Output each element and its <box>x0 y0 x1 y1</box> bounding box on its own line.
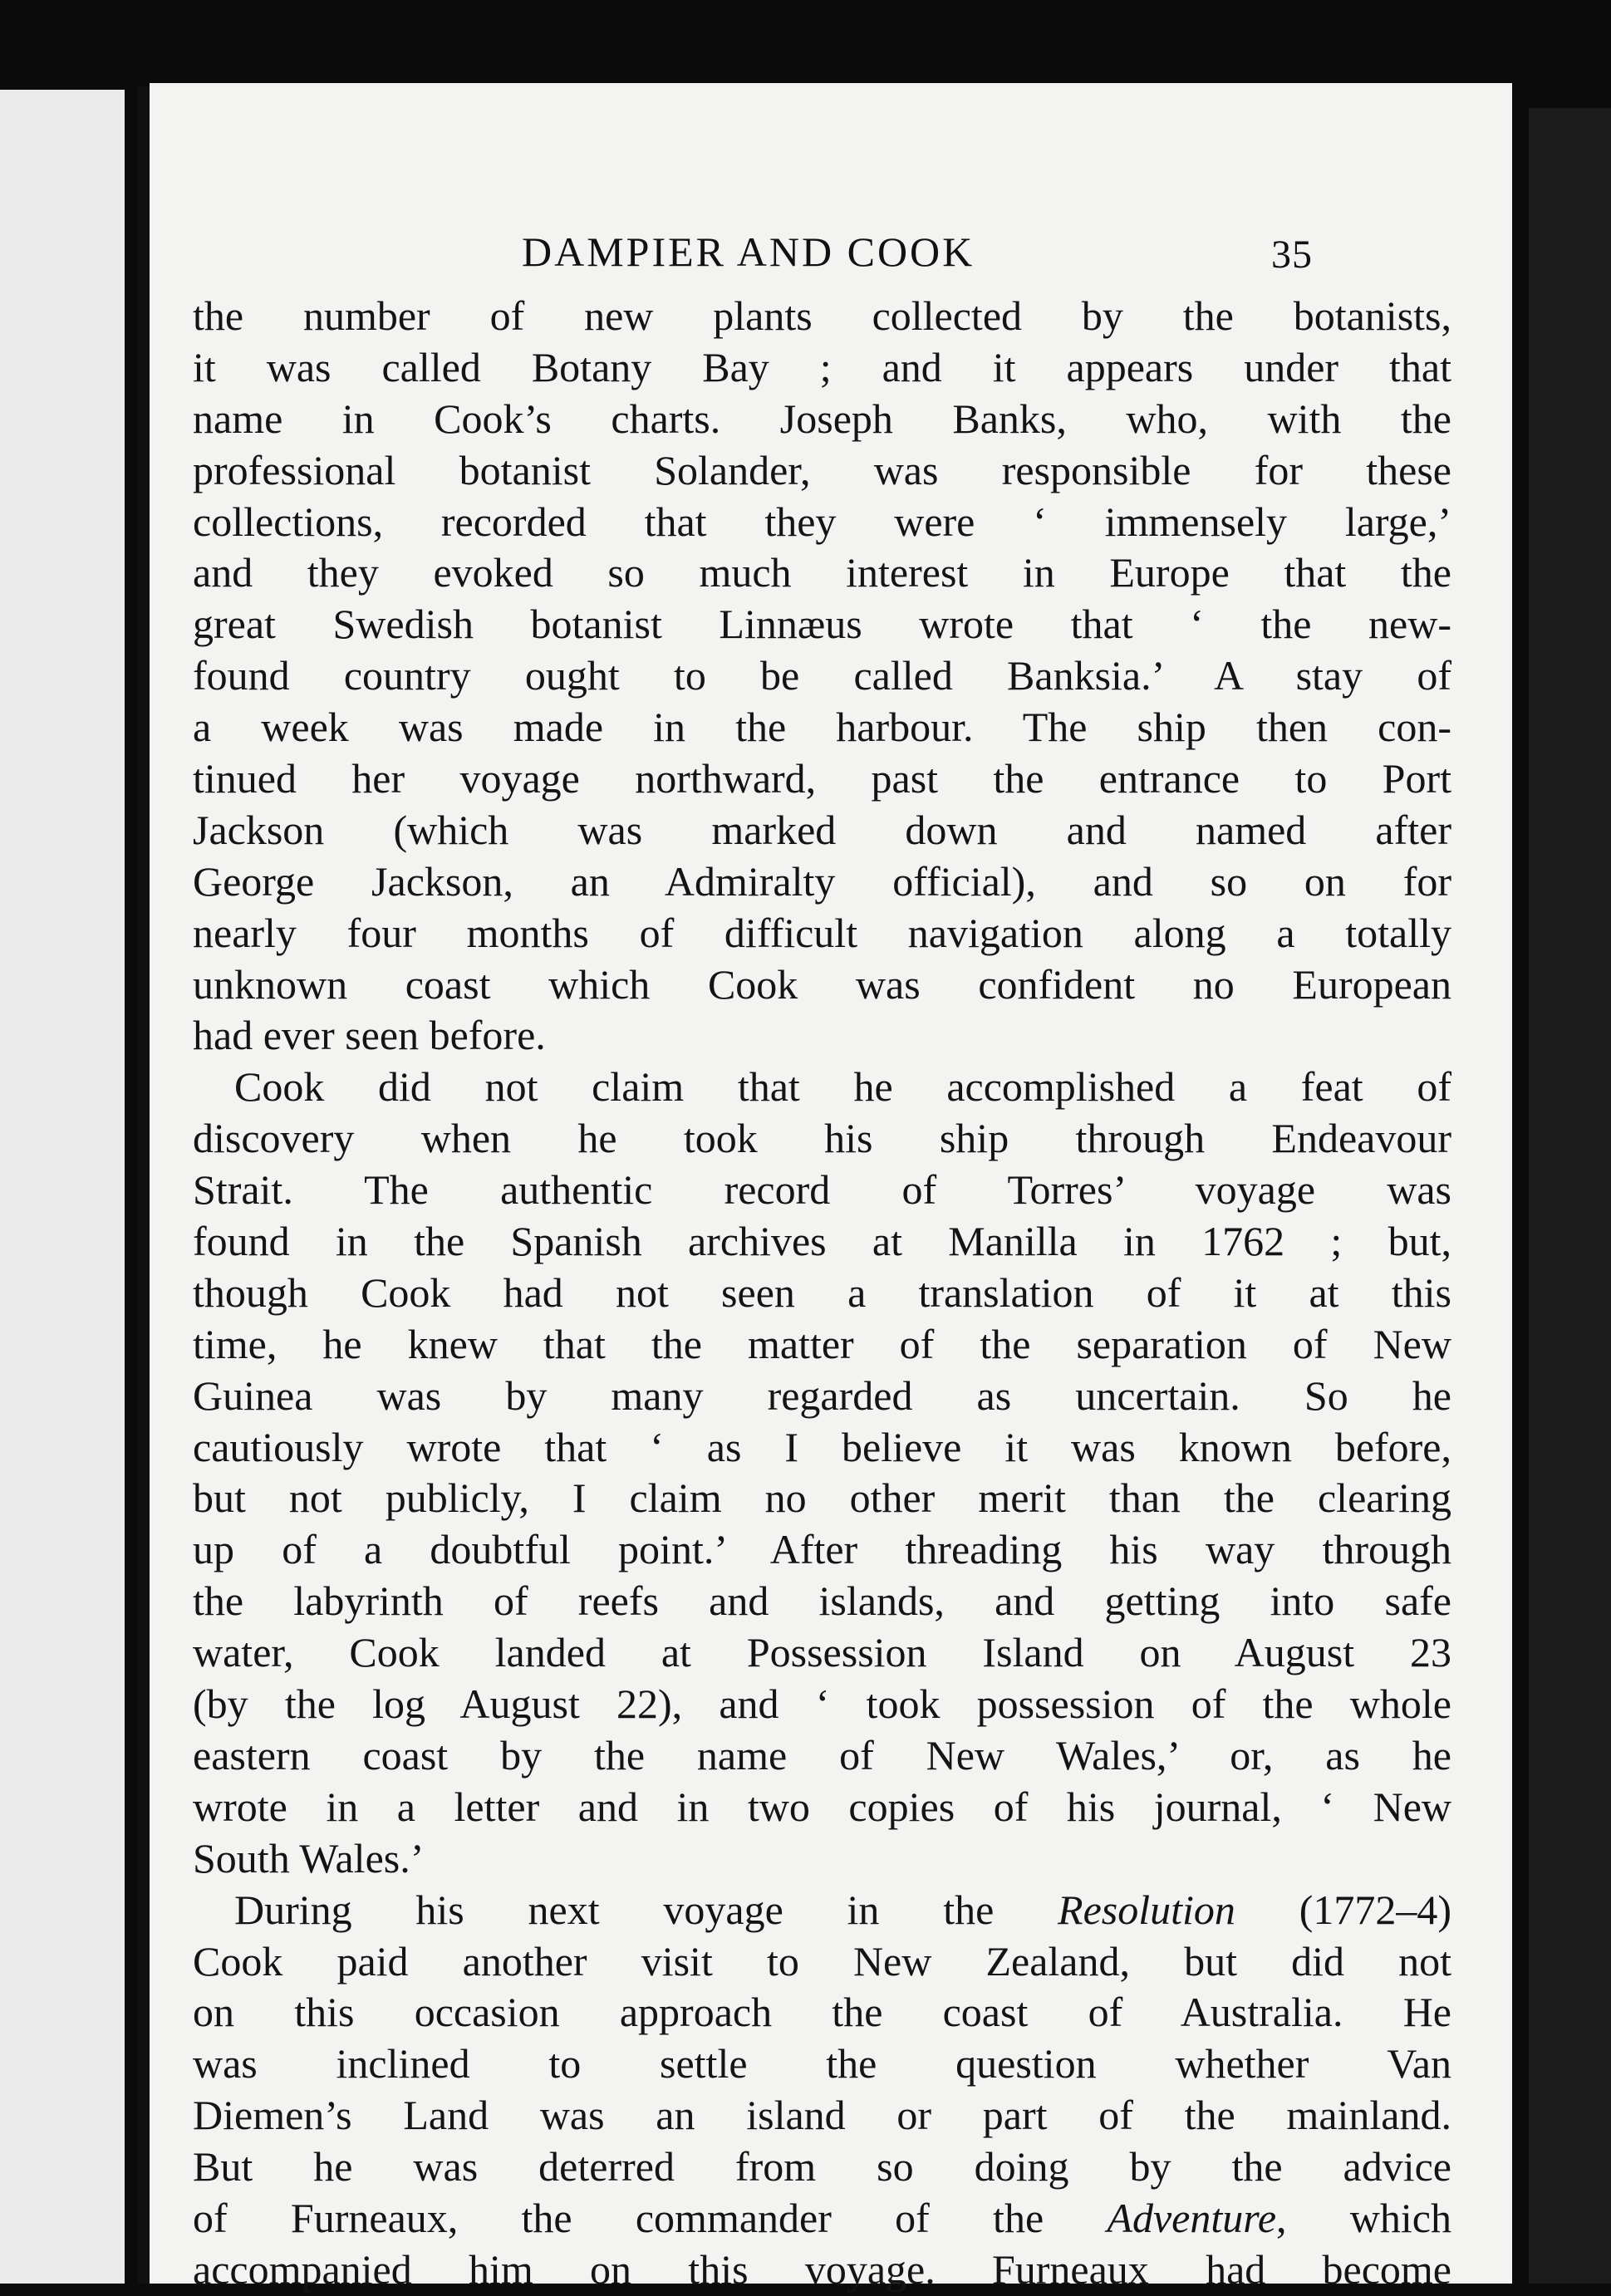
text-line: collections, recorded that they were ‘ immensely large,’ <box>193 498 1451 545</box>
text-line: the labyrinth of reefs and islands, and getting into safe <box>193 1577 1451 1625</box>
text-line: up of a doubtful point.’ After threading his way through <box>193 1526 1451 1573</box>
book-cover-edge <box>1529 108 1611 2284</box>
text-line: though Cook had not seen a translation of it at this <box>193 1268 1451 1316</box>
page-number: 35 <box>1271 233 1313 277</box>
text-line: accompanied him on this voyage. Furneaux had become <box>193 2245 1451 2293</box>
text-line: wrote in a letter and in two copies of his journal, ‘ New <box>193 1783 1451 1830</box>
text-line: but not publicly, I claim no other merit than the clearing <box>193 1474 1451 1522</box>
text-line: unknown coast which Cook was confident no European <box>193 960 1451 1008</box>
text-line: the number of new plants collected by the botanists, <box>193 292 1451 339</box>
text-line: name in Cook’s charts. Joseph Banks, who, with the <box>193 395 1451 442</box>
text-line: Diemen’s Land was an island or part of the mainland. <box>193 2092 1451 2139</box>
text-line: a week was made in the harbour. The ship then con- <box>193 704 1451 751</box>
text-line: had ever seen before. <box>193 1012 546 1059</box>
chapter-title: DAMPIER AND COOK <box>522 228 975 275</box>
text-line: cautiously wrote that ‘ as I believe it was known before, <box>193 1423 1451 1470</box>
text-line: time, he knew that the matter of the separation of New <box>193 1320 1451 1367</box>
text-line: found country ought to be called Banksia.’ A stay of <box>193 652 1451 699</box>
text-line: tinued her voyage northward, past the entrance to Port <box>193 755 1451 802</box>
text-line: During his next voyage in the Resolution (1772–4) <box>234 1886 1451 1933</box>
ship-name: Resolution <box>1058 1886 1235 1933</box>
text-line: nearly four months of difficult navigation along a totally <box>193 909 1451 956</box>
text-line: George Jackson, an Admiralty official), and so on for <box>193 857 1451 905</box>
text-line: Strait. The authentic record of Torres’ voyage was <box>193 1166 1451 1214</box>
text-line: Cook did not claim that he accomplished a feat of <box>234 1063 1451 1111</box>
text-line: South Wales.’ <box>193 1834 425 1881</box>
text-line: great Swedish botanist Linnæus wrote that ‘ the new- <box>193 601 1451 648</box>
facing-page-edge <box>0 90 125 2284</box>
text-line: and they evoked so much interest in Europe that the <box>193 549 1451 596</box>
book-page <box>150 83 1512 2293</box>
ship-name: Adventure <box>1107 2194 1277 2241</box>
text-line: on this occasion approach the coast of Australia. He <box>193 1989 1451 2036</box>
text-line: (by the log August 22), and ‘ took possession of the whole <box>193 1680 1451 1728</box>
text-line: professional botanist Solander, was responsible for these <box>193 446 1451 493</box>
text-line: of Furneaux, the commander of the Adventure, which <box>193 2194 1451 2241</box>
text-line: Jackson (which was marked down and named after <box>193 806 1451 853</box>
body-text <box>193 291 1451 2296</box>
text-line: it was called Botany Bay ; and it appears under that <box>193 343 1451 390</box>
text-line: eastern coast by the name of New Wales,’ or, as he <box>193 1731 1451 1778</box>
text-line: But he was deterred from so doing by the advice <box>193 2143 1451 2191</box>
text-line: discovery when he took his ship through Endeavour <box>193 1115 1451 1162</box>
text-line: Guinea was by many regarded as uncertain. So he <box>193 1371 1451 1419</box>
page-gutter <box>138 86 150 2284</box>
text-line: found in the Spanish archives at Manilla in 1762 ; but, <box>193 1218 1451 1265</box>
text-line: was inclined to settle the question whether Van <box>193 2040 1451 2087</box>
text-line: water, Cook landed at Possession Island on August 23 <box>193 1629 1451 1676</box>
text-line: Cook paid another visit to New Zealand, but did not <box>193 1937 1451 1984</box>
